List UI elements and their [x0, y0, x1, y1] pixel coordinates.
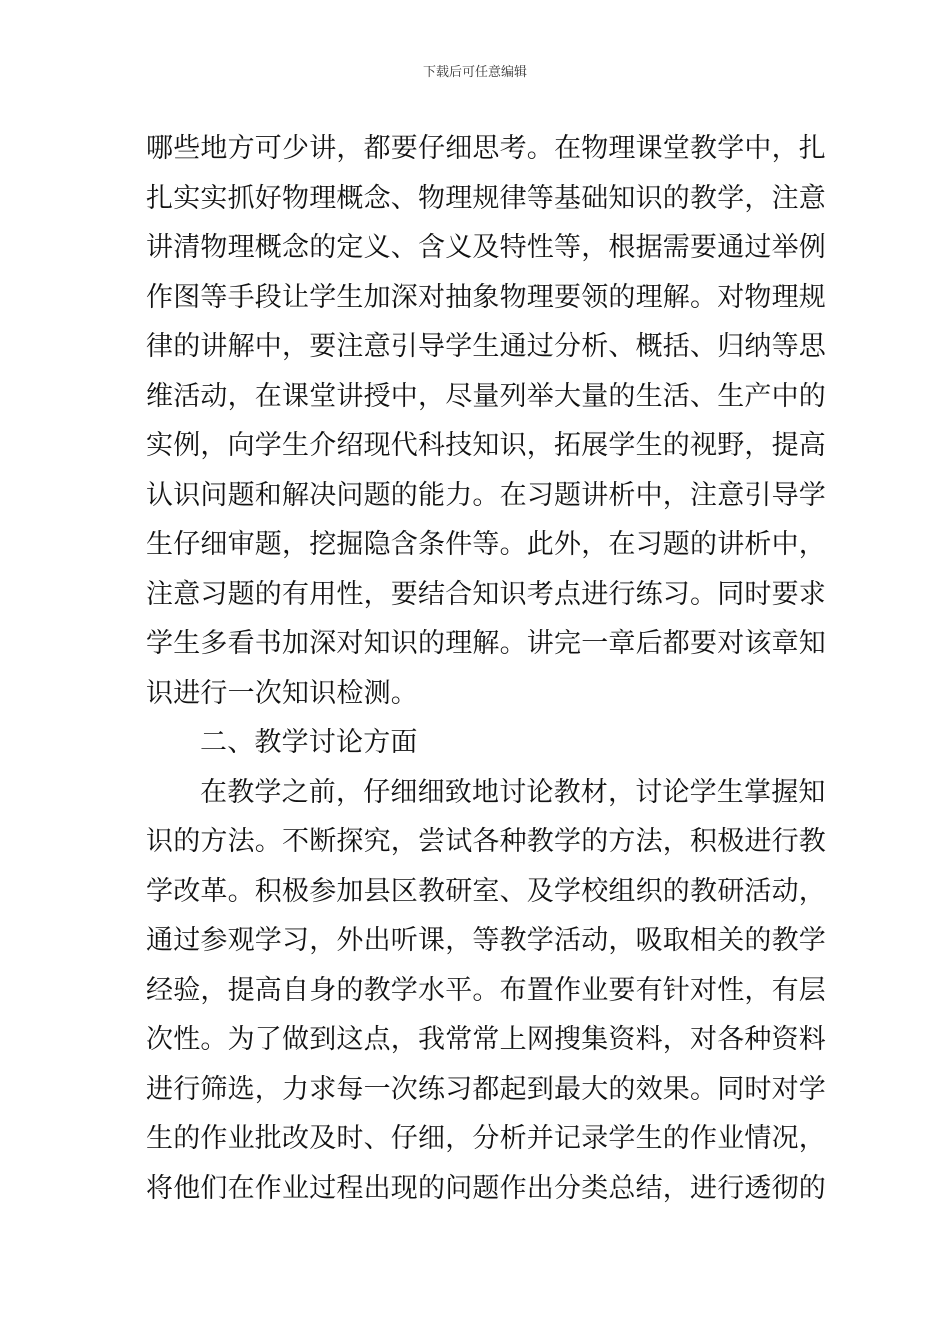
text-line: 进行筛选，力求每一次练习都起到最大的效果。同时对学	[146, 1073, 826, 1105]
text-line: 识进行一次知识检测。	[146, 677, 418, 709]
page-header-note: 下载后可任意编辑	[422, 65, 527, 80]
text-line: 律的讲解中，要注意引导学生通过分析、概括、归纳等思	[146, 331, 826, 362]
text-line: 生的作业批改及时、仔细，分析并记录学生的作业情况，	[146, 1123, 826, 1154]
text-line: 扎实实抓好物理概念、物理规律等基础知识的教学，注意	[146, 182, 826, 214]
text-line: 生仔细审题，挖掘隐含条件等。此外，在习题的讲析中，	[146, 529, 826, 560]
section-heading: 二、教学讨论方面	[200, 727, 418, 758]
text-line: 实例，向学生介绍现代科技知识，拓展学生的视野，提高	[146, 430, 826, 461]
text-line: 讲清物理概念的定义、含义及特性等，根据需要通过举例	[146, 232, 826, 263]
text-line: 次性。为了做到这点，我常常上网搜集资料，对各种资料	[146, 1024, 826, 1055]
text-line: 维活动，在课堂讲授中，尽量列举大量的生活、生产中的	[146, 380, 826, 412]
text-line: 学生多看书加深对知识的理解。讲完一章后都要对该章知	[146, 628, 826, 659]
text-line: 识的方法。不断探究，尝试各种教学的方法，积极进行教	[146, 826, 826, 857]
text-line: 哪些地方可少讲，都要仔细思考。在物理课堂教学中，扎	[146, 133, 826, 164]
text-line: 学改革。积极参加县区教研室、及学校组织的教研活动，	[146, 875, 826, 907]
text-line: 注意习题的有用性，要结合知识考点进行练习。同时要求	[146, 578, 826, 610]
text-line: 将他们在作业过程出现的问题作出分类总结，进行透彻的	[146, 1172, 826, 1204]
text-line: 通过参观学习，外出听课，等教学活动，吸取相关的教学	[146, 925, 826, 956]
paragraph-first-line: 在教学之前，仔细细致地讨论教材，讨论学生掌握知	[200, 776, 826, 808]
text-line: 经验，提高自身的教学水平。布置作业要有针对性，有层	[146, 974, 826, 1006]
text-line: 认识问题和解决问题的能力。在习题讲析中，注意引导学	[146, 479, 826, 511]
text-line: 作图等手段让学生加深对抽象物理要领的理解。对物理规	[146, 281, 826, 313]
document-body	[146, 124, 826, 1213]
